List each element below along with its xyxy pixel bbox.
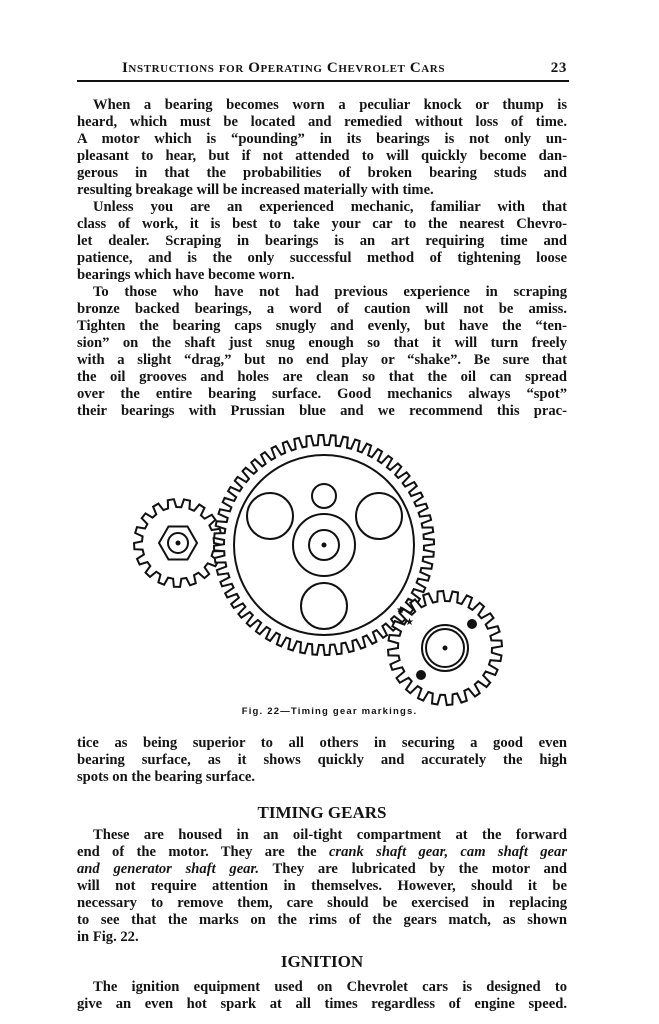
text-line: over the entire bearing surface. Good mechanics always “spot” [77,386,567,402]
text-line [77,878,567,895]
text-line: let dealer. Scraping in bearings is an art requiring time and [77,233,567,249]
text-line: The ignition equipment used on Chevrolet cars is designed to [93,979,567,995]
text-segment: crank shaft gear, cam shaft gear [328,844,568,860]
text-line: bearing surface, as it shows quickly and accurately the high [77,752,567,768]
text-line: bronze backed bearings, a word of caution will not be amiss. [77,301,567,317]
text-line: sion” on the shaft just snug enough so that it will turn freely [77,335,567,351]
text-line [77,827,567,844]
text-line: resulting breakage will be increased materially with time. [77,182,434,198]
section-heading-timing-gears: TIMING GEARS [257,803,387,822]
text-line: the oil grooves and holes are clean so that the oil can spread [77,369,567,385]
generator-center [443,646,448,651]
text-line [77,844,567,861]
text-line: Unless you are an experienced mechanic, familiar with that [93,199,567,215]
cam-center [322,543,327,548]
page-number: 23 [550,60,567,76]
text-line: with a slight “drag,” but no end play or “shake”. Be sure that [77,352,567,368]
header-title: Instructions for Operating Chevrolet Cars [122,60,446,76]
timing-mark-star: ★ [396,605,405,616]
generator-bolt [467,619,477,629]
text-line: gerous in that the probabilities of broken bearing studs and [77,165,567,181]
text-line: their bearings with Prussian blue and we recommend this prac- [77,403,567,419]
section-heading-ignition: IGNITION [280,952,364,971]
crank-center [176,541,181,546]
text-segment: will not require attention in themselves. However, should it be [77,878,567,894]
text-line [77,912,567,929]
text-segment: to see that the marks on the rims of the gears match, as shown [77,912,567,928]
text-segment: necessary to remove them, care should be exercised in replacing [77,895,567,911]
text-segment: They are lubricated by the motor and [259,861,567,877]
text-line: give an even hot spark at all times regardless of engine speed. [77,996,567,1012]
text-line: patience, and is the only successful method of tightening loose [77,250,567,266]
text-segment: and generator shaft gear. [77,861,259,877]
text-line: bearings which have become worn. [77,267,295,283]
timing-mark-star: ★ [405,617,414,628]
text-line: spots on the bearing surface. [77,769,255,785]
text-segment: end of the motor. They are the [77,844,329,860]
text-line [77,929,567,946]
text-line: Tighten the bearing caps snugly and evenly, but have the “ten- [77,318,567,334]
text-line: To those who have not had previous experience in scraping [93,284,567,300]
text-line: class of work, it is best to take your car to the nearest Chevro- [77,216,567,232]
text-line: tice as being superior to all others in securing a good even [77,735,567,751]
text-segment: These are housed in an oil-tight compartment at the forward [93,827,567,843]
text-line: pleasant to hear, but if not attended to will quickly become dan- [77,148,567,164]
text-line [77,861,567,878]
text-line [77,895,567,912]
text-segment: in Fig. 22. [77,929,139,945]
text-line: heard, which must be located and remedied without loss of time. [77,114,567,130]
generator-bolt [416,670,426,680]
figure-caption: Fig. 22—Timing gear markings. [241,706,418,717]
text-line: A motor which is “pounding” in its bearings is not only un- [77,131,567,147]
text-line: When a bearing becomes worn a peculiar knock or thump is [93,97,567,113]
